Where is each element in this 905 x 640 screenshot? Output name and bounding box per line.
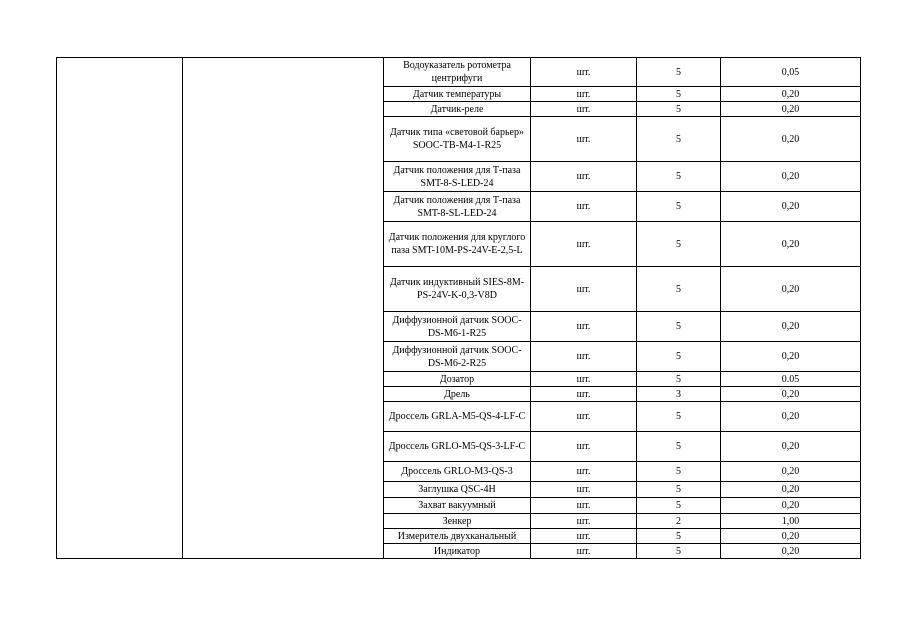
item-unit: шт. bbox=[531, 312, 637, 342]
item-unit: шт. bbox=[531, 117, 637, 162]
item-name: Зенкер bbox=[384, 514, 531, 529]
item-quantity: 5 bbox=[637, 432, 721, 462]
item-unit: шт. bbox=[531, 498, 637, 514]
item-unit: шт. bbox=[531, 372, 637, 387]
item-unit: шт. bbox=[531, 58, 637, 87]
item-unit: шт. bbox=[531, 529, 637, 544]
item-coefficient: 0,20 bbox=[721, 544, 861, 559]
item-quantity: 5 bbox=[637, 267, 721, 312]
item-unit: шт. bbox=[531, 432, 637, 462]
item-coefficient: 0,20 bbox=[721, 402, 861, 432]
item-quantity: 5 bbox=[637, 117, 721, 162]
item-coefficient: 0,20 bbox=[721, 222, 861, 267]
item-quantity: 5 bbox=[637, 372, 721, 387]
item-coefficient: 0,20 bbox=[721, 482, 861, 498]
item-name: Датчик температуры bbox=[384, 87, 531, 102]
item-name: Индикатор bbox=[384, 544, 531, 559]
item-coefficient: 0,20 bbox=[721, 192, 861, 222]
item-name: Водоуказатель ротометра центрифуги bbox=[384, 58, 531, 87]
item-unit: шт. bbox=[531, 192, 637, 222]
item-unit: шт. bbox=[531, 462, 637, 482]
item-coefficient: 0,20 bbox=[721, 342, 861, 372]
item-coefficient: 0,20 bbox=[721, 87, 861, 102]
item-unit: шт. bbox=[531, 267, 637, 312]
item-name: Дроссель GRLO-M3-QS-3 bbox=[384, 462, 531, 482]
item-coefficient: 0,20 bbox=[721, 162, 861, 192]
item-name: Датчик положения для Т-паза SMT-8-S-LED-24 bbox=[384, 162, 531, 192]
item-name: Датчик-реле bbox=[384, 102, 531, 117]
item-quantity: 5 bbox=[637, 87, 721, 102]
item-quantity: 5 bbox=[637, 102, 721, 117]
item-unit: шт. bbox=[531, 102, 637, 117]
item-coefficient: 1,00 bbox=[721, 514, 861, 529]
item-coefficient: 0,20 bbox=[721, 498, 861, 514]
item-name: Диффузионной датчик SOOC-DS-M6-2-R25 bbox=[384, 342, 531, 372]
equipment-table bbox=[56, 57, 861, 559]
item-name: Датчик типа «световой барьер» SOOC-TB-M4-1-R25 bbox=[384, 117, 531, 162]
item-quantity: 5 bbox=[637, 462, 721, 482]
item-name: Дрель bbox=[384, 387, 531, 402]
item-unit: шт. bbox=[531, 162, 637, 192]
item-quantity: 5 bbox=[637, 192, 721, 222]
item-unit: шт. bbox=[531, 87, 637, 102]
item-unit: шт. bbox=[531, 514, 637, 529]
item-unit: шт. bbox=[531, 402, 637, 432]
item-quantity: 5 bbox=[637, 544, 721, 559]
item-quantity: 5 bbox=[637, 58, 721, 87]
item-quantity: 5 bbox=[637, 482, 721, 498]
item-coefficient: 0,20 bbox=[721, 267, 861, 312]
item-coefficient: 0,20 bbox=[721, 387, 861, 402]
item-quantity: 5 bbox=[637, 498, 721, 514]
item-coefficient: 0,20 bbox=[721, 462, 861, 482]
table-row bbox=[57, 58, 861, 87]
item-quantity: 2 bbox=[637, 514, 721, 529]
item-coefficient: 0.05 bbox=[721, 372, 861, 387]
item-name: Диффузионной датчик SOOC-DS-M6-1-R25 bbox=[384, 312, 531, 342]
item-coefficient: 0,20 bbox=[721, 117, 861, 162]
item-name: Захват вакуумный bbox=[384, 498, 531, 514]
item-unit: шт. bbox=[531, 544, 637, 559]
item-unit: шт. bbox=[531, 482, 637, 498]
item-coefficient: 0,20 bbox=[721, 529, 861, 544]
item-quantity: 5 bbox=[637, 162, 721, 192]
item-name: Датчик положения для Т-паза SMT-8-SL-LED-24 bbox=[384, 192, 531, 222]
middle-empty-column bbox=[183, 58, 384, 559]
item-unit: шт. bbox=[531, 342, 637, 372]
item-name: Датчик индуктивный SIES-8M-PS-24V-K-0,3-V8D bbox=[384, 267, 531, 312]
item-coefficient: 0,20 bbox=[721, 312, 861, 342]
item-coefficient: 0,20 bbox=[721, 102, 861, 117]
item-quantity: 5 bbox=[637, 222, 721, 267]
item-name: Дозатор bbox=[384, 372, 531, 387]
item-unit: шт. bbox=[531, 387, 637, 402]
item-name: Измеритель двухканальный bbox=[384, 529, 531, 544]
item-quantity: 5 bbox=[637, 312, 721, 342]
item-coefficient: 0,20 bbox=[721, 432, 861, 462]
item-name: Дроссель GRLO-M5-QS-3-LF-C bbox=[384, 432, 531, 462]
item-unit: шт. bbox=[531, 222, 637, 267]
item-name: Дроссель GRLA-M5-QS-4-LF-C bbox=[384, 402, 531, 432]
item-quantity: 3 bbox=[637, 387, 721, 402]
item-name: Датчик положения для круглого паза SMT-10M-PS-24V-E-2,5-L bbox=[384, 222, 531, 267]
left-empty-column bbox=[57, 58, 183, 559]
item-quantity: 5 bbox=[637, 342, 721, 372]
item-coefficient: 0,05 bbox=[721, 58, 861, 87]
item-quantity: 5 bbox=[637, 402, 721, 432]
item-quantity: 5 bbox=[637, 529, 721, 544]
item-name: Заглушка QSC-4H bbox=[384, 482, 531, 498]
